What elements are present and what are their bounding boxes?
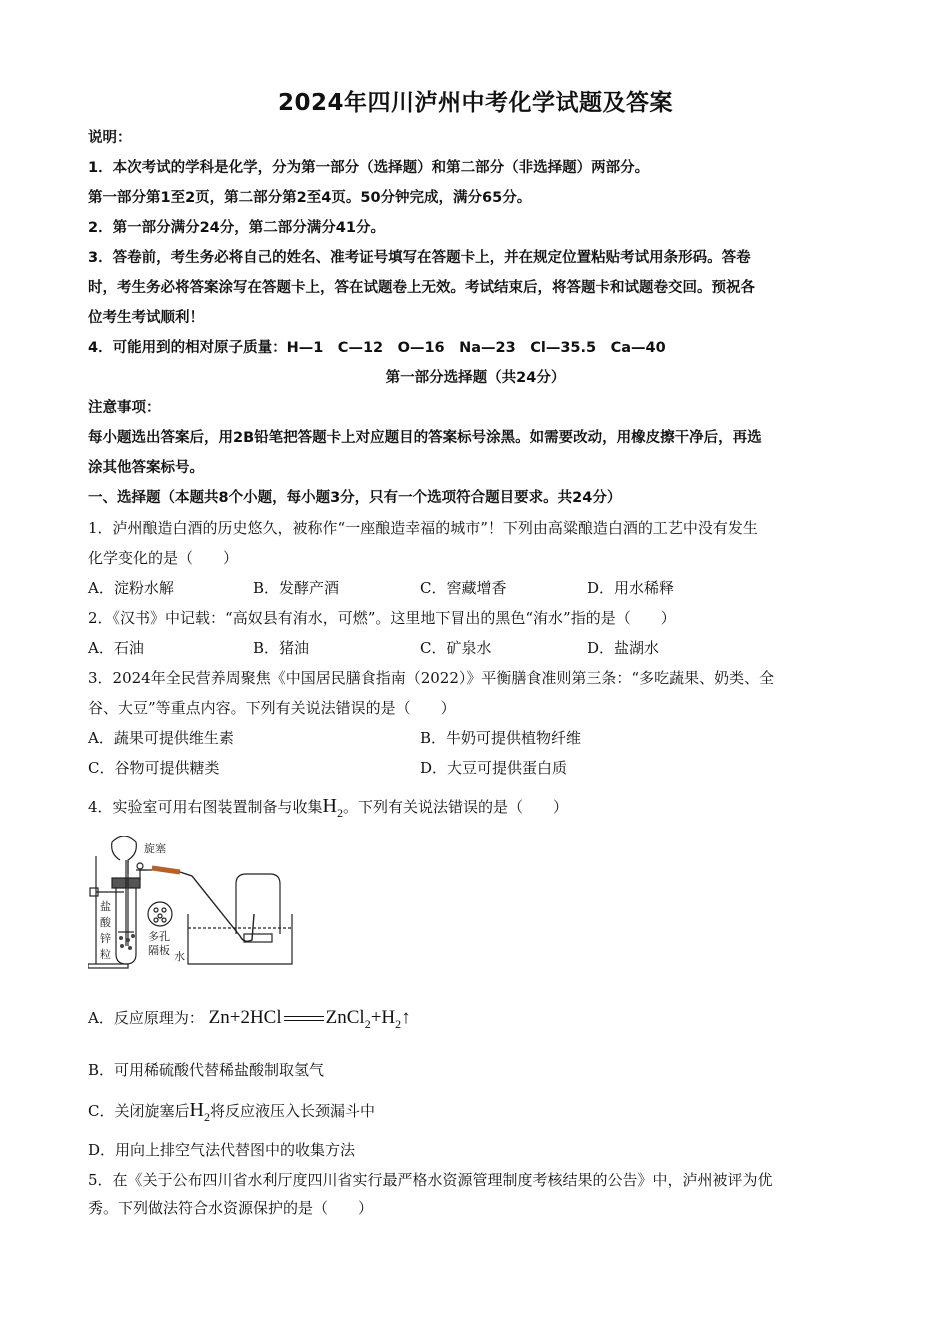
question-2-option-b: B．猪油 <box>253 639 310 657</box>
question-2-option-c: C．矿泉水 <box>420 639 492 657</box>
question-3-option-b: B．牛奶可提供植物纤维 <box>420 729 582 747</box>
section1-heading: 一、选择题（本题共8个小题，每小题3分，只有一个选项符合题目要求。共24分） <box>88 490 622 506</box>
label-acid-2: 酸 <box>100 916 111 929</box>
question-1-option-b: B．发酵产酒 <box>253 579 340 597</box>
label-zinc-1: 锌 <box>100 932 111 945</box>
question-1-option-d: D．用水稀释 <box>587 579 675 597</box>
question-1-option-a: A．淀粉水解 <box>88 579 174 597</box>
option-a-text: A．反应原理为： <box>88 1009 204 1027</box>
h2-formula: $H_2$ <box>189 1099 210 1124</box>
notes-line: 涂其他答案标号。 <box>88 460 204 476</box>
question-3-option-a: A．蔬果可提供维生素 <box>88 729 234 747</box>
label-stopcock: 旋塞 <box>144 842 166 855</box>
instruction-line: 位考生考试顺利！ <box>88 310 204 326</box>
question-4-stem <box>88 796 568 823</box>
question-3-stem: 3．2024年全民营养周聚焦《中国居民膳食指南（2022）》平衡膳食准则第三条：“多吃蔬果、奶类、全 <box>88 669 775 687</box>
page-title: 2024年四川泸州中考化学试题及答案 <box>277 90 673 116</box>
question-5-stem: 秀。下列做法符合水资源保护的是（ ） <box>88 1199 374 1217</box>
gas-generation-apparatus-diagram <box>88 836 308 971</box>
question-2-stem: 2．《汉书》中记载：“高奴县有洧水，可燃”。这里地下冒出的黑色“洧水”指的是（ ） <box>88 609 676 627</box>
question-3-option-d: D．大豆可提供蛋白质 <box>420 759 568 777</box>
question-4-stem-pre: 4．实验室可用右图装置制备与收集 <box>88 798 323 816</box>
question-2-option-a: A．石油 <box>88 639 144 657</box>
instruction-line: 1．本次考试的学科是化学，分为第一部分（选择题）和第二部分（非选择题）两部分。 <box>88 160 650 176</box>
instruction-line: 时，考生务必将答案涂写在答题卡上，答在试题卷上无效。考试结束后，将答题卡和试题卷交回。预祝各 <box>88 280 755 296</box>
label-plate-2: 隔板 <box>148 944 170 957</box>
instructions-heading: 说明： <box>88 130 132 146</box>
question-3-option-c: C．谷物可提供糖类 <box>88 759 220 777</box>
question-1-stem: 1．泸州酿造白酒的历史悠久，被称作“一座酿造幸福的城市”！下列由高粱酿造白酒的工艺中没有发生 <box>88 519 758 537</box>
gas-arrow-icon: ↑ <box>401 1007 411 1028</box>
equals-sign <box>284 1016 324 1021</box>
atomic-mass-line: 4．可能用到的相对原子质量：H—1 C—12 O—16 Na—23 Cl—35.5 Ca—40 <box>88 340 666 356</box>
question-1-option-c: C．窖藏增香 <box>420 579 507 597</box>
question-3-stem: 谷、大豆”等重点内容。下列有关说法错误的是（ ） <box>88 699 456 717</box>
part1-heading: 第一部分选择题（共24分） <box>385 370 566 386</box>
notes-heading: 注意事项： <box>88 400 161 416</box>
question-1-stem: 化学变化的是（ ） <box>88 549 239 567</box>
notes-line: 每小题选出答案后，用2B铅笔把答题卡上对应题目的答案标号涂黑。如需要改动，用橡皮擦干净后，再选 <box>88 430 762 446</box>
instruction-line: 第一部分第1至2页，第二部分第2至4页。50分钟完成，满分65分。 <box>88 190 532 206</box>
question-4-option-a <box>88 1008 411 1034</box>
label-water: 水 <box>174 950 185 963</box>
question-4-option-c: C．关闭旋塞后$H_2$将反应液压入长颈漏斗中 <box>88 1099 375 1124</box>
question-4-option-d: D．用向上排空气法代替图中的收集方法 <box>88 1141 356 1159</box>
reaction-equation: Zn+2HCl $ZnCl_2+H_2↑$ <box>208 1007 411 1031</box>
label-plate-1: 多孔 <box>148 930 170 943</box>
question-2-option-d: D．盐湖水 <box>587 639 660 657</box>
instruction-line: 2．第一部分满分24分，第二部分满分41分。 <box>88 220 385 236</box>
instruction-line: 3．答卷前，考生务必将自己的姓名、准考证号填写在答题卡上，并在规定位置粘贴考试用条形码。答卷 <box>88 250 751 266</box>
question-5-stem: 5．在《关于公布四川省水利厅度四川省实行最严格水资源管理制度考核结果的公告》中，泸州被评为优 <box>88 1171 773 1189</box>
h2-formula: $H_2$ <box>322 795 343 820</box>
label-acid-1: 盐 <box>100 900 111 913</box>
label-zinc-2: 粒 <box>100 948 111 961</box>
question-4-option-b: B．可用稀硫酸代替稀盐酸制取氢气 <box>88 1061 325 1079</box>
question-4-stem-post: 。下列有关说法错误的是（ ） <box>343 798 569 816</box>
